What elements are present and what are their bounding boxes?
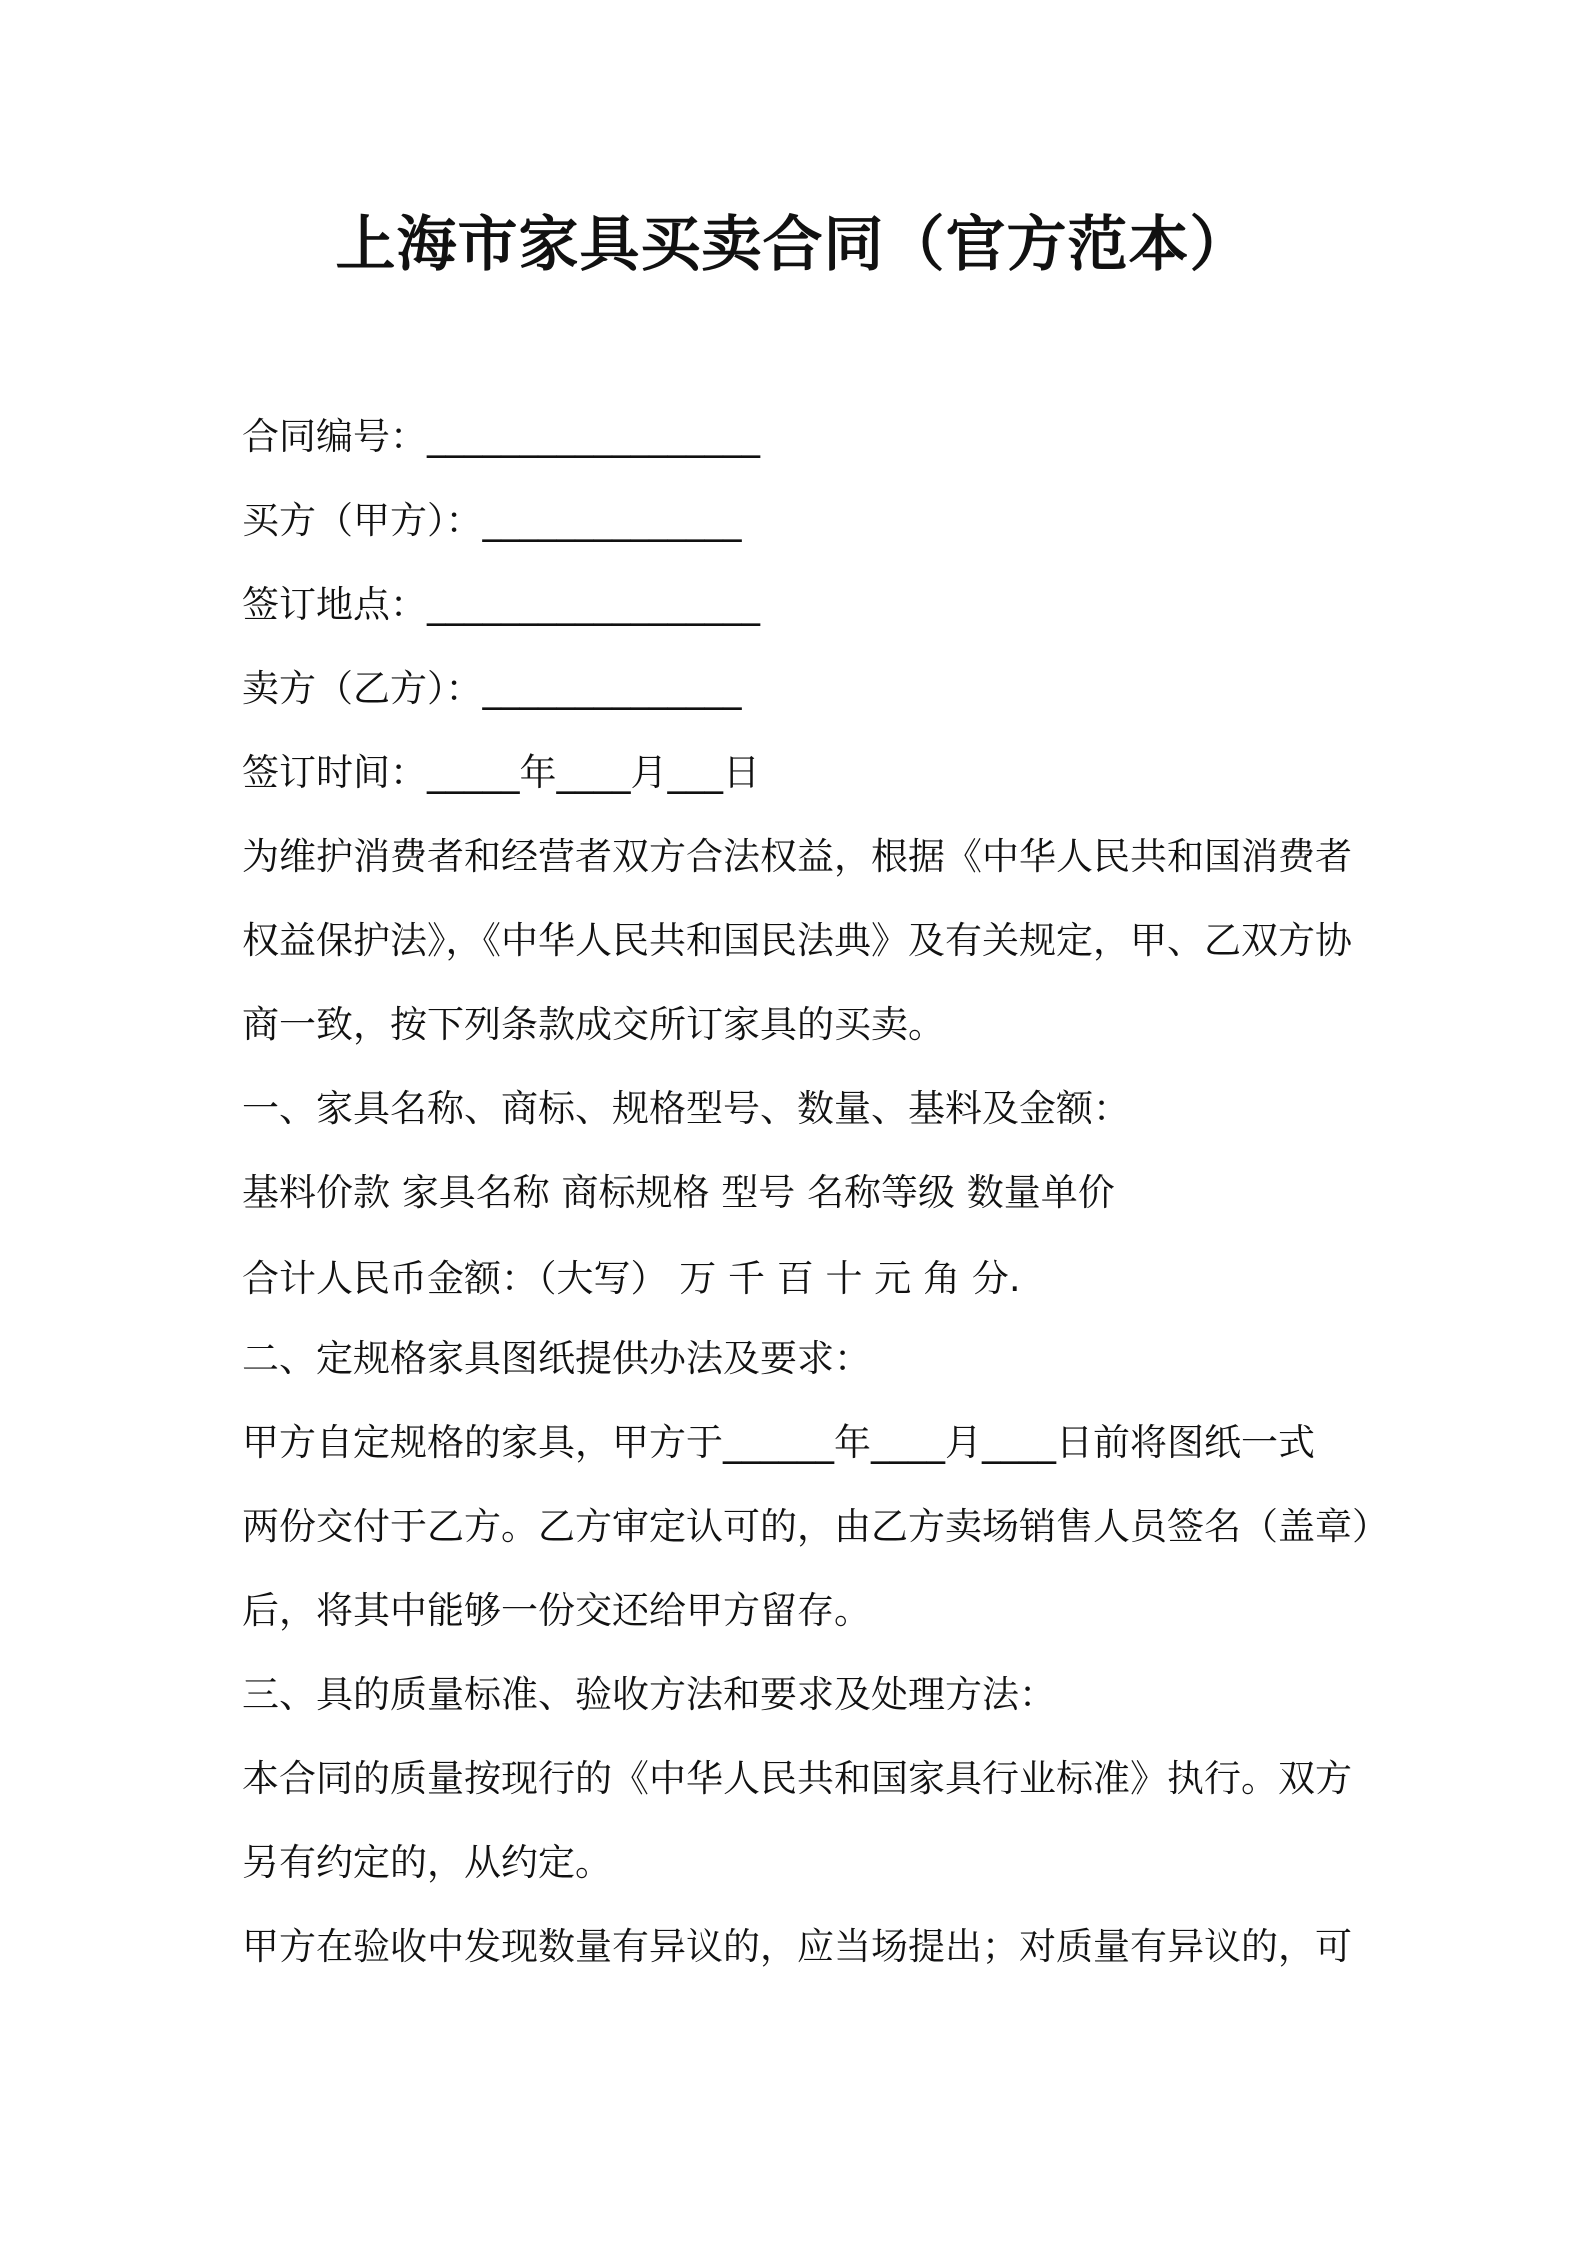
buyer-line: 买方（甲方）：______________ [242, 499, 742, 542]
section-heading: 二、定规格家具图纸提供办法及要求： [242, 1337, 871, 1380]
document-title: 上海市家具买卖合同（官方范本） [335, 210, 1251, 280]
seller-line: 卖方（乙方）：______________ [242, 667, 742, 710]
contract-number-line: 合同编号：__________________ [242, 415, 760, 458]
body-paragraph-line: 甲方自定规格的家具，甲方于______年____月____日前将图纸一式 [242, 1421, 1315, 1464]
body-paragraph-line: 另有约定的，从约定。 [242, 1841, 612, 1884]
intro-paragraph-line: 权益保护法》，《中华人民共和国民法典》及有关规定，甲、乙双方协 [242, 919, 1352, 962]
body-paragraph-line: 甲方在验收中发现数量有异议的，应当场提出；对质量有异议的，可 [242, 1925, 1352, 1968]
body-paragraph-line: 后，将其中能够一份交还给甲方留存。 [242, 1589, 871, 1632]
total-amount-line: 合计人民币金额：（大写） 万 千 百 十 元 角 分. [242, 1257, 1021, 1300]
intro-paragraph-line: 为维护消费者和经营者双方合法权益，根据《中华人民共和国消费者 [242, 835, 1352, 878]
intro-paragraph-line: 商一致，按下列条款成交所订家具的买卖。 [242, 1003, 945, 1046]
section-heading: 三、具的质量标准、验收方法和要求及处理方法： [242, 1673, 1056, 1716]
signing-date-line: 签订时间：_____年____月___日 [242, 751, 760, 794]
body-paragraph-line: 本合同的质量按现行的《中华人民共和国家具行业标准》执行。双方 [242, 1757, 1352, 1800]
signing-place-line: 签订地点：__________________ [242, 583, 760, 626]
section-heading: 一、家具名称、商标、规格型号、数量、基料及金额： [242, 1087, 1130, 1130]
body-paragraph-line: 两份交付于乙方。乙方审定认可的，由乙方卖场销售人员签名（盖章） [242, 1505, 1389, 1548]
item-columns-line: 基料价款 家具名称 商标规格 型号 名称等级 数量单价 [242, 1171, 1115, 1214]
